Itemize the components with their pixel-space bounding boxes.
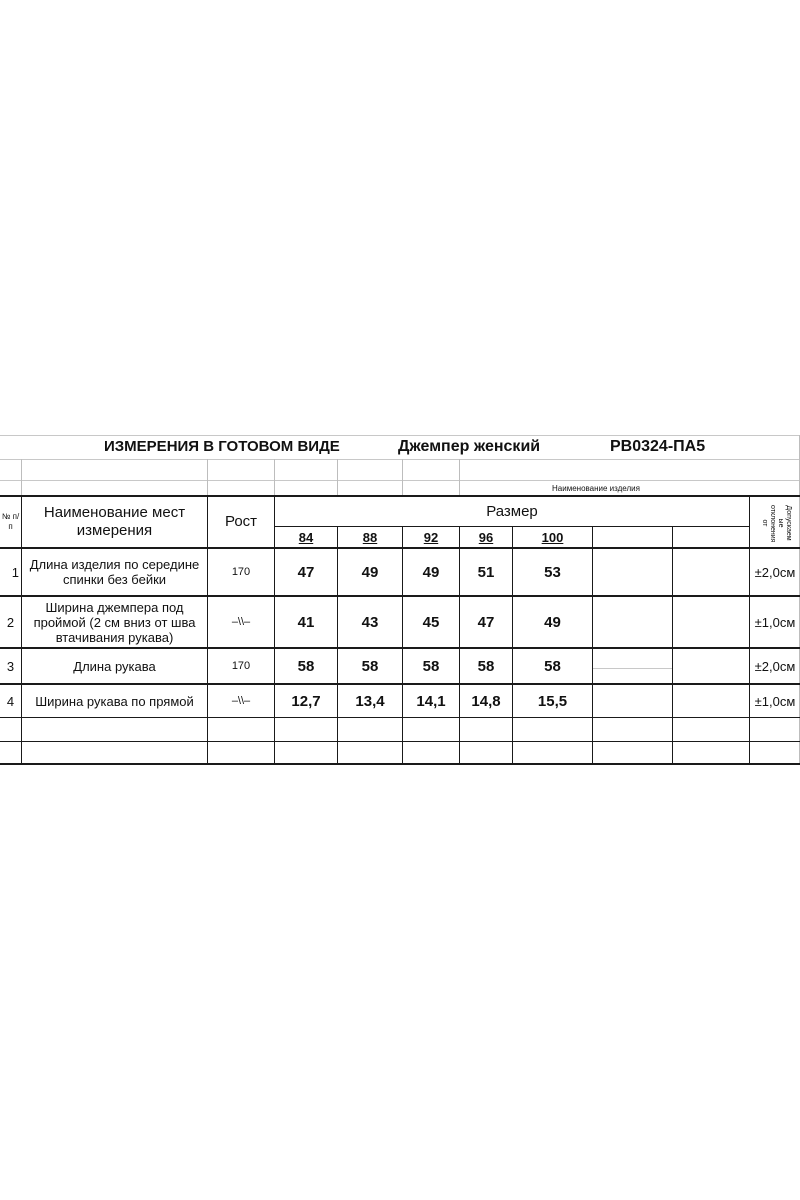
size-value: 49 xyxy=(544,613,561,631)
size-value: 14,1 xyxy=(416,692,446,710)
product-name: Джемпер женский xyxy=(398,438,541,455)
size-value: 13,4 xyxy=(355,692,385,710)
size-value: 49 xyxy=(422,563,440,581)
size-header: 92 xyxy=(423,529,439,545)
product-caption: Наименование изделия xyxy=(552,484,640,493)
size-header: 88 xyxy=(362,529,378,545)
row-height: –\\– xyxy=(231,616,251,628)
size-value: 43 xyxy=(361,613,379,631)
row-number: 1 xyxy=(11,564,19,580)
row-name: Ширина джемпера под проймой (2 см вниз от шва втачивания рукава) xyxy=(33,599,196,645)
product-code: PB0324-ПА5 xyxy=(610,438,706,455)
size-value: 45 xyxy=(422,613,440,631)
size-value: 14,8 xyxy=(471,692,501,710)
size-value: 58 xyxy=(544,657,561,675)
row-height: 170 xyxy=(231,566,251,578)
column-name-header: Наименование мест измерения xyxy=(43,504,186,539)
size-value: 41 xyxy=(297,613,315,631)
size-value: 47 xyxy=(477,613,495,631)
size-header: 96 xyxy=(478,529,494,545)
size-value: 51 xyxy=(477,563,495,581)
size-value: 53 xyxy=(544,563,561,581)
size-value: 58 xyxy=(297,657,315,675)
row-name: Длина рукава xyxy=(73,658,156,674)
size-value: 15,5 xyxy=(537,692,568,710)
row-name: Длина изделия по середине спинки без бейки xyxy=(29,557,200,587)
row-height: 170 xyxy=(231,660,251,672)
column-tolerance-header xyxy=(750,497,800,547)
row-number: 4 xyxy=(6,693,15,709)
row-tolerance: ±2,0см xyxy=(754,564,796,580)
size-value: 49 xyxy=(361,563,379,581)
row-tolerance: ±1,0см xyxy=(754,614,796,630)
tolerance-line-3: отклонения xyxy=(769,505,776,543)
size-value: 58 xyxy=(477,657,495,675)
row-tolerance: ±2,0см xyxy=(754,658,796,674)
size-header: 84 xyxy=(298,529,314,545)
page-title: ИЗМЕРЕНИЯ В ГОТОВОМ ВИДЕ xyxy=(104,438,340,455)
row-number: 2 xyxy=(6,614,15,630)
size-value: 12,7 xyxy=(291,692,321,710)
row-tolerance: ±1,0см xyxy=(754,693,796,709)
row-name: Ширина рукава по прямой xyxy=(35,693,194,709)
size-value: 58 xyxy=(422,657,440,675)
row-number: 3 xyxy=(6,658,15,674)
column-height-header: Рост xyxy=(224,513,258,530)
size-header: 100 xyxy=(541,529,564,545)
tolerance-line-4: от xyxy=(761,519,768,527)
tolerance-line-1: Допускаем xyxy=(785,505,792,541)
size-value: 58 xyxy=(361,657,379,675)
row-height: –\\– xyxy=(231,695,251,707)
column-number-header: № п/п xyxy=(1,512,20,531)
tolerance-line-2: ые xyxy=(777,518,784,528)
column-size-header: Размер xyxy=(486,502,538,520)
size-value: 47 xyxy=(297,563,315,581)
